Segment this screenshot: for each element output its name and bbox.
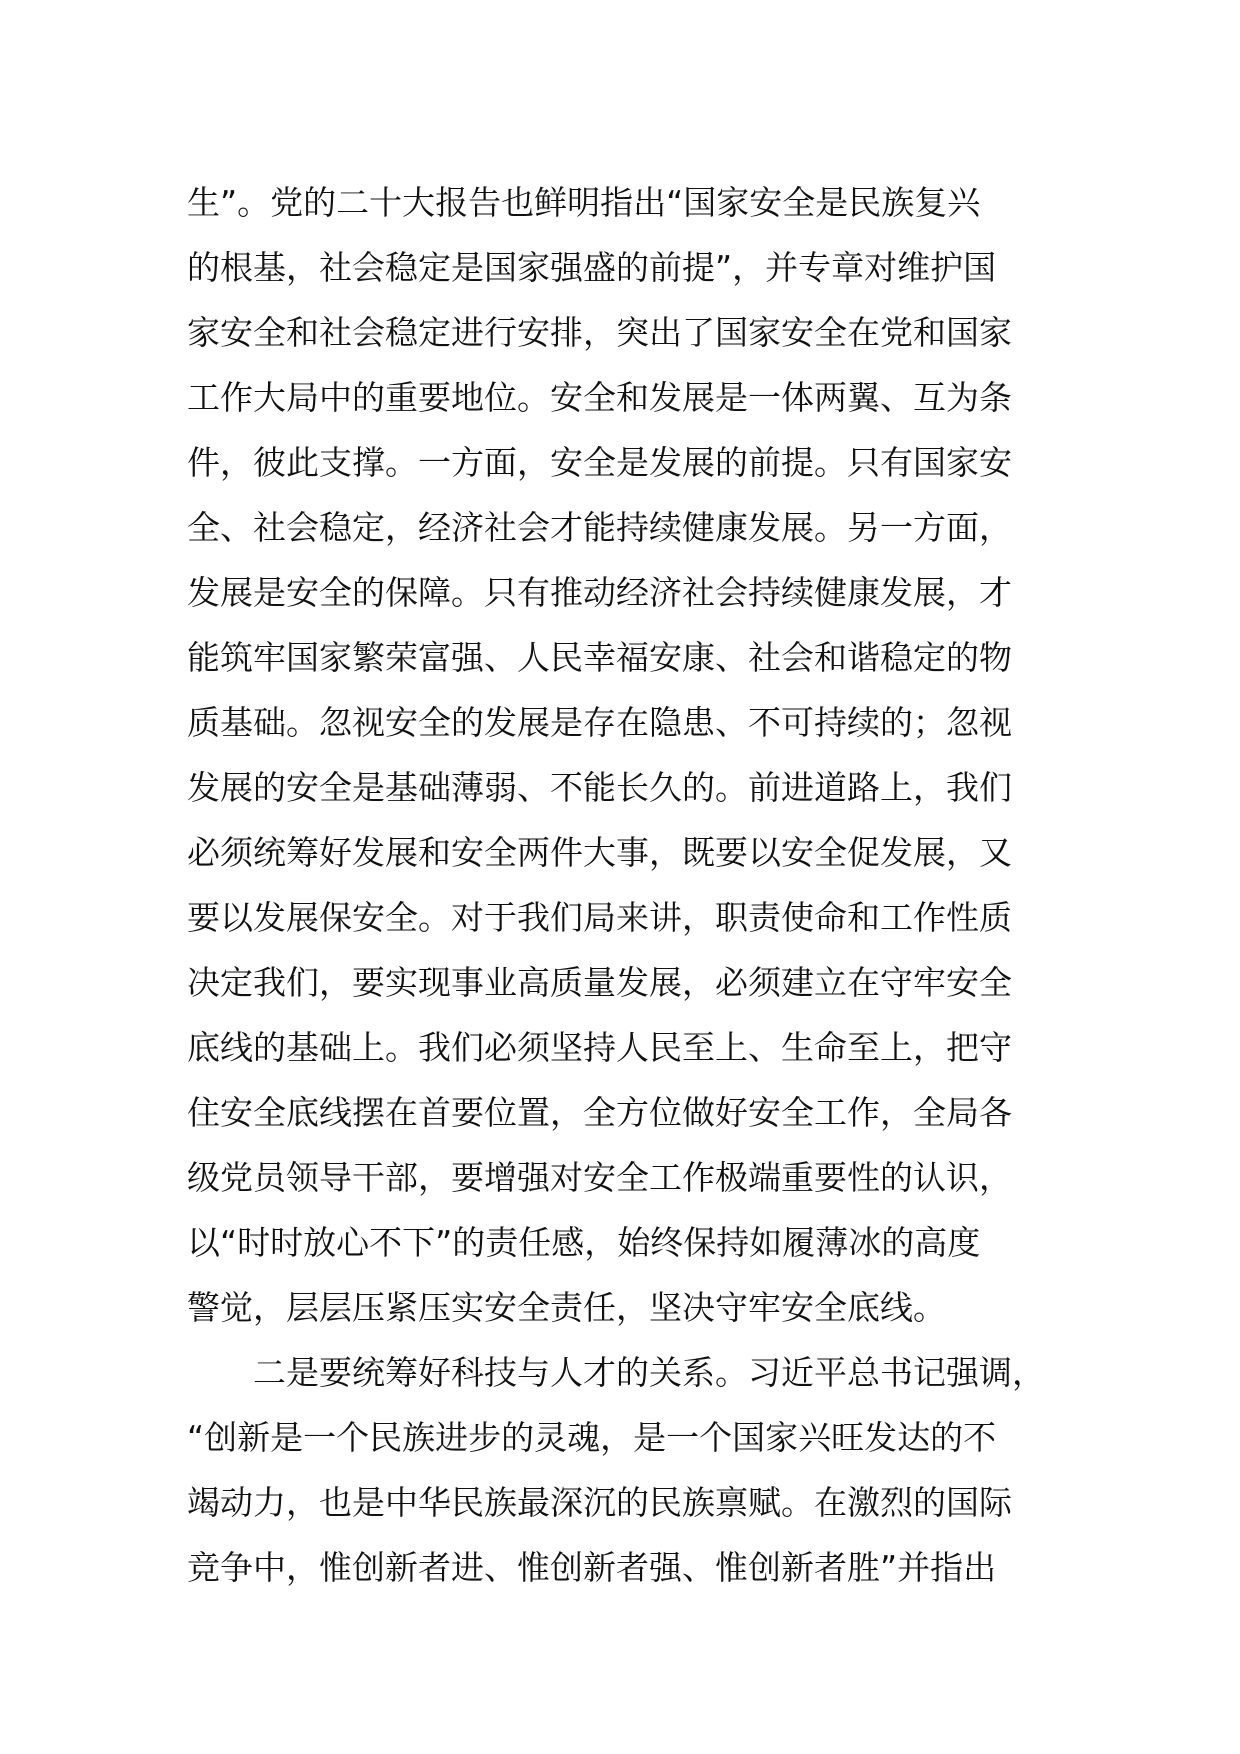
text-line: 必须统筹好发展和安全两件大事，既要以安全促发展，又 bbox=[187, 833, 1012, 872]
text-line: 住安全底线摆在首要位置，全方位做好安全工作，全局各 bbox=[187, 1093, 1012, 1132]
text-line: 家安全和社会稳定进行安排，突出了国家安全在党和国家 bbox=[187, 313, 1012, 352]
text-line: 级党员领导干部，要增强对安全工作极端重要性的认识， bbox=[187, 1158, 1012, 1197]
paragraph-start-line: 二是要统筹好科技与人才的关系。习近平总书记强调， bbox=[187, 1353, 1045, 1392]
text-line: 件，彼此支撑。一方面，安全是发展的前提。只有国家安 bbox=[187, 443, 1012, 482]
text-line: 工作大局中的重要地位。安全和发展是一体两翼、互为条 bbox=[187, 378, 1012, 417]
text-line: 以“时时放心不下”的责任感，始终保持如履薄冰的高度 bbox=[187, 1223, 981, 1262]
text-line: 质基础。忽视安全的发展是存在隐患、不可持续的；忽视 bbox=[187, 703, 1012, 742]
text-line: 的根基，社会稳定是国家强盛的前提”，并专章对维护国 bbox=[187, 248, 997, 287]
text-line: 竭动力，也是中华民族最深沉的民族禀赋。在激烈的国际 bbox=[187, 1483, 1012, 1522]
text-line: 能筑牢国家繁荣富强、人民幸福安康、社会和谐稳定的物 bbox=[187, 638, 1012, 677]
body-text bbox=[187, 170, 1067, 1600]
text-line: 底线的基础上。我们必须坚持人民至上、生命至上，把守 bbox=[187, 1028, 1012, 1067]
text-line: 要以发展保安全。对于我们局来讲，职责使命和工作性质 bbox=[187, 898, 1012, 937]
text-line: 发展是安全的保障。只有推动经济社会持续健康发展，才 bbox=[187, 573, 1012, 612]
text-line: “创新是一个民族进步的灵魂，是一个国家兴旺发达的不 bbox=[187, 1418, 997, 1457]
text-line: 生”。党的二十大报告也鲜明指出“国家安全是民族复兴 bbox=[187, 183, 981, 222]
text-line: 竞争中，惟创新者进、惟创新者强、惟创新者胜”并指出 bbox=[187, 1548, 997, 1587]
text-line: 发展的安全是基础薄弱、不能长久的。前进道路上，我们 bbox=[187, 768, 1012, 807]
text-line: 警觉，层层压紧压实安全责任，坚决守牢安全底线。 bbox=[187, 1288, 946, 1327]
text-line: 决定我们，要实现事业高质量发展，必须建立在守牢安全 bbox=[187, 963, 1012, 1002]
text-line: 全、社会稳定，经济社会才能持续健康发展。另一方面， bbox=[187, 508, 1012, 547]
